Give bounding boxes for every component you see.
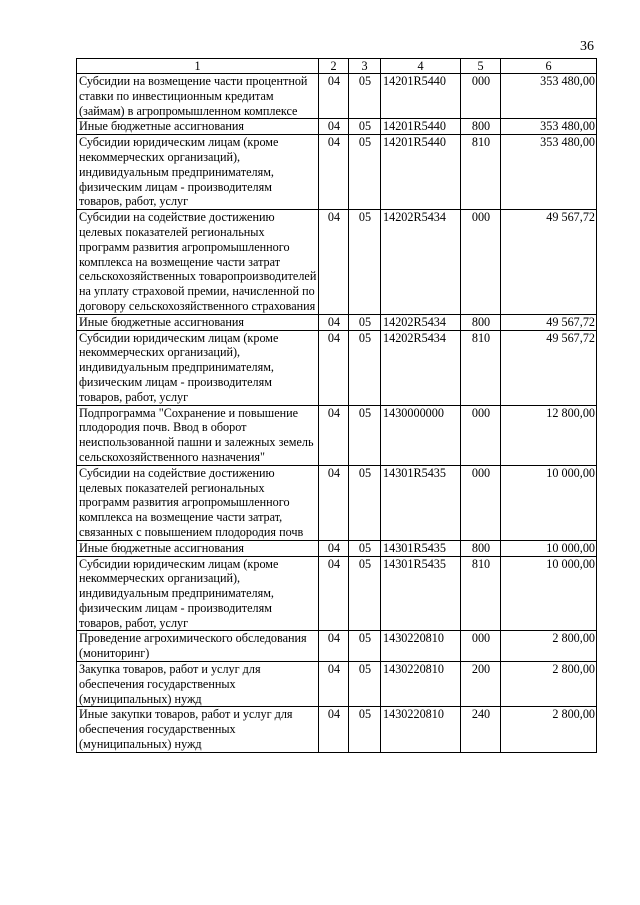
- expense-type-cell: 800: [461, 314, 501, 330]
- table-row: [77, 465, 597, 540]
- amount-cell: 353 480,00: [501, 74, 597, 119]
- item-name-cell: Закупка товаров, работ и услуг для обеспечения государственных (муниципальных) нужд: [77, 662, 319, 707]
- subsection-code-cell: 05: [349, 405, 381, 465]
- table-body: [77, 74, 597, 753]
- item-name-cell: Иные закупки товаров, работ и услуг для обеспечения государственных (муниципальных) нужд: [77, 707, 319, 752]
- column-header: 5: [461, 59, 501, 74]
- subsection-code-cell: 05: [349, 119, 381, 135]
- subsection-code-cell: 05: [349, 210, 381, 315]
- target-article-cell: 14301R5435: [381, 465, 461, 540]
- table-row: [77, 631, 597, 662]
- item-name-cell: Иные бюджетные ассигнования: [77, 119, 319, 135]
- table-row: [77, 707, 597, 752]
- amount-cell: 2 800,00: [501, 631, 597, 662]
- table-row: [77, 135, 597, 210]
- amount-cell: 49 567,72: [501, 210, 597, 315]
- amount-cell: 49 567,72: [501, 330, 597, 405]
- amount-cell: 10 000,00: [501, 465, 597, 540]
- column-header: 1: [77, 59, 319, 74]
- table-row: [77, 314, 597, 330]
- item-name-cell: Субсидии юридическим лицам (кроме некоммерческих организаций), индивидуальным предпринимателям, физическим лицам - производителям товаров, работ, услуг: [77, 135, 319, 210]
- column-header: 4: [381, 59, 461, 74]
- expense-type-cell: 810: [461, 135, 501, 210]
- section-code-cell: 04: [319, 556, 349, 631]
- subsection-code-cell: 05: [349, 135, 381, 210]
- table-row: [77, 74, 597, 119]
- item-name-cell: Иные бюджетные ассигнования: [77, 314, 319, 330]
- column-header: 2: [319, 59, 349, 74]
- subsection-code-cell: 05: [349, 540, 381, 556]
- table-header-row: [77, 59, 597, 74]
- target-article-cell: 14201R5440: [381, 74, 461, 119]
- item-name-cell: Подпрограмма "Сохранение и повышение плодородия почв. Ввод в оборот неиспользованной пашни и залежных земель сельскохозяйственного назначения": [77, 405, 319, 465]
- amount-cell: 2 800,00: [501, 707, 597, 752]
- expense-type-cell: 000: [461, 210, 501, 315]
- section-code-cell: 04: [319, 210, 349, 315]
- section-code-cell: 04: [319, 465, 349, 540]
- section-code-cell: 04: [319, 314, 349, 330]
- item-name-cell: Иные бюджетные ассигнования: [77, 540, 319, 556]
- subsection-code-cell: 05: [349, 662, 381, 707]
- target-article-cell: 1430000000: [381, 405, 461, 465]
- item-name-cell: Субсидии на возмещение части процентной ставки по инвестиционным кредитам (займам) в агропромышленном комплексе: [77, 74, 319, 119]
- column-header: 3: [349, 59, 381, 74]
- section-code-cell: 04: [319, 135, 349, 210]
- target-article-cell: 14301R5435: [381, 556, 461, 631]
- expense-type-cell: 800: [461, 540, 501, 556]
- section-code-cell: 04: [319, 540, 349, 556]
- target-article-cell: 14201R5440: [381, 119, 461, 135]
- section-code-cell: 04: [319, 707, 349, 752]
- section-code-cell: 04: [319, 119, 349, 135]
- expense-type-cell: 810: [461, 330, 501, 405]
- expense-type-cell: 000: [461, 631, 501, 662]
- amount-cell: 2 800,00: [501, 662, 597, 707]
- amount-cell: 353 480,00: [501, 119, 597, 135]
- amount-cell: 10 000,00: [501, 556, 597, 631]
- amount-cell: 12 800,00: [501, 405, 597, 465]
- target-article-cell: 14301R5435: [381, 540, 461, 556]
- table-row: [77, 210, 597, 315]
- target-article-cell: 1430220810: [381, 707, 461, 752]
- amount-cell: 49 567,72: [501, 314, 597, 330]
- item-name-cell: Субсидии юридическим лицам (кроме некоммерческих организаций), индивидуальным предпринимателям, физическим лицам - производителям товаров, работ, услуг: [77, 330, 319, 405]
- column-header: 6: [501, 59, 597, 74]
- item-name-cell: Субсидии юридическим лицам (кроме некоммерческих организаций), индивидуальным предпринимателям, физическим лицам - производителям товаров, работ, услуг: [77, 556, 319, 631]
- subsection-code-cell: 05: [349, 314, 381, 330]
- subsection-code-cell: 05: [349, 631, 381, 662]
- expense-type-cell: 000: [461, 405, 501, 465]
- expense-type-cell: 810: [461, 556, 501, 631]
- section-code-cell: 04: [319, 631, 349, 662]
- budget-table: [76, 58, 597, 753]
- subsection-code-cell: 05: [349, 74, 381, 119]
- item-name-cell: Субсидии на содействие достижению целевых показателей региональных программ развития агропромышленного комплекса на возмещение части затрат сельскохозяйственных товаропроизводителей на уплату страховой премии, начисленной по договору сельскохозяйственного страхования: [77, 210, 319, 315]
- table-row: [77, 119, 597, 135]
- table-row: [77, 556, 597, 631]
- target-article-cell: 14201R5440: [381, 135, 461, 210]
- page-number: 36: [580, 39, 594, 54]
- amount-cell: 10 000,00: [501, 540, 597, 556]
- table-row: [77, 405, 597, 465]
- subsection-code-cell: 05: [349, 556, 381, 631]
- subsection-code-cell: 05: [349, 707, 381, 752]
- expense-type-cell: 000: [461, 74, 501, 119]
- target-article-cell: 1430220810: [381, 662, 461, 707]
- target-article-cell: 14202R5434: [381, 210, 461, 315]
- subsection-code-cell: 05: [349, 330, 381, 405]
- expense-type-cell: 200: [461, 662, 501, 707]
- target-article-cell: 1430220810: [381, 631, 461, 662]
- section-code-cell: 04: [319, 74, 349, 119]
- section-code-cell: 04: [319, 330, 349, 405]
- expense-type-cell: 240: [461, 707, 501, 752]
- amount-cell: 353 480,00: [501, 135, 597, 210]
- item-name-cell: Субсидии на содействие достижению целевых показателей региональных программ развития агропромышленного комплекса на возмещение части затрат, связанных с повышением плодородия почв: [77, 465, 319, 540]
- target-article-cell: 14202R5434: [381, 330, 461, 405]
- table-row: [77, 540, 597, 556]
- table-row: [77, 662, 597, 707]
- expense-type-cell: 800: [461, 119, 501, 135]
- section-code-cell: 04: [319, 405, 349, 465]
- item-name-cell: Проведение агрохимического обследования (мониторинг): [77, 631, 319, 662]
- subsection-code-cell: 05: [349, 465, 381, 540]
- section-code-cell: 04: [319, 662, 349, 707]
- target-article-cell: 14202R5434: [381, 314, 461, 330]
- table-row: [77, 330, 597, 405]
- expense-type-cell: 000: [461, 465, 501, 540]
